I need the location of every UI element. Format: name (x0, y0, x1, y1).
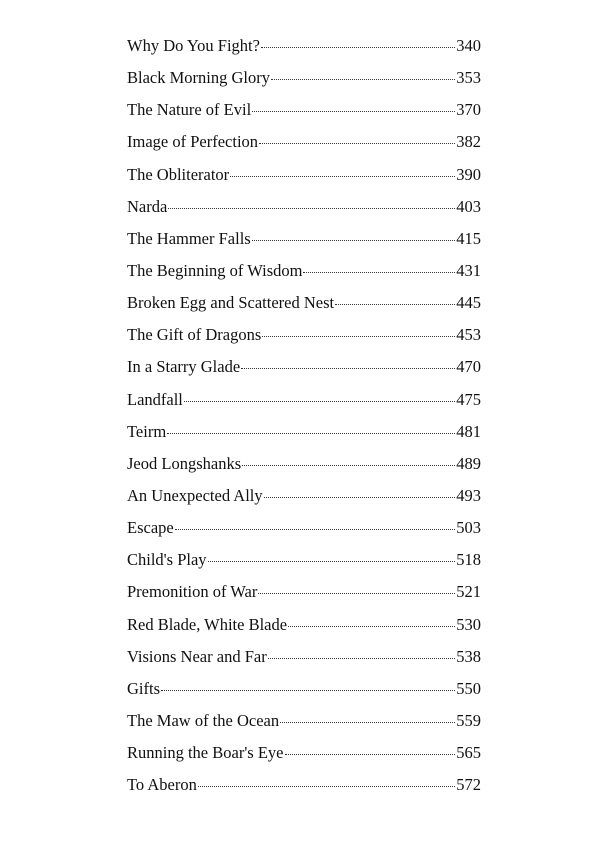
page-number: 489 (456, 453, 481, 473)
chapter-title: To Aberon (127, 775, 197, 795)
chapter-title: Landfall (127, 389, 183, 409)
chapter-title: Narda (127, 196, 168, 216)
page-number: 565 (456, 743, 481, 763)
dot-leader (198, 786, 455, 787)
chapter-title: Red Blade, White Blade (127, 614, 288, 634)
toc-entry[interactable] (127, 384, 481, 416)
page-number: 382 (456, 132, 481, 152)
toc-entry[interactable] (127, 351, 481, 383)
dot-leader (175, 529, 456, 530)
chapter-title: Escape (127, 518, 174, 538)
table-of-contents (127, 30, 481, 801)
chapter-title: The Nature of Evil (127, 100, 252, 120)
toc-entry[interactable] (127, 94, 481, 126)
dot-leader (259, 143, 455, 144)
toc-entry[interactable] (127, 576, 481, 608)
chapter-title: The Maw of the Ocean (127, 710, 280, 730)
page-number: 493 (456, 485, 481, 505)
dot-leader (184, 401, 455, 402)
toc-entry[interactable] (127, 737, 481, 769)
page-number: 550 (456, 678, 481, 698)
page-number: 453 (456, 325, 481, 345)
toc-entry[interactable] (127, 609, 481, 641)
chapter-title: Jeod Longshanks (127, 453, 242, 473)
toc-entry[interactable] (127, 641, 481, 673)
toc-entry[interactable] (127, 769, 481, 801)
page-number: 518 (456, 550, 481, 570)
page-number: 538 (456, 646, 481, 666)
chapter-title: Broken Egg and Scattered Nest (127, 293, 335, 313)
dot-leader (285, 754, 456, 755)
page-number: 370 (456, 100, 481, 120)
page-number: 572 (456, 775, 481, 795)
page-number: 340 (456, 36, 481, 55)
toc-entry[interactable] (127, 705, 481, 737)
dot-leader (261, 47, 455, 48)
dot-leader (208, 561, 456, 562)
chapter-title: Image of Perfection (127, 132, 259, 152)
toc-entry[interactable] (127, 62, 481, 94)
page-number: 481 (456, 421, 481, 441)
page-number: 503 (456, 518, 481, 538)
chapter-title: Black Morning Glory (127, 68, 270, 88)
page-number: 559 (456, 710, 481, 730)
page-number: 475 (456, 389, 481, 409)
toc-entry[interactable] (127, 512, 481, 544)
page-number: 521 (456, 582, 481, 602)
chapter-title: The Hammer Falls (127, 228, 251, 248)
chapter-title: Visions Near and Far (127, 646, 267, 666)
chapter-title: Running the Boar's Eye (127, 743, 284, 763)
dot-leader (288, 626, 455, 627)
toc-entry[interactable] (127, 191, 481, 223)
page-number: 353 (456, 68, 481, 88)
toc-entry[interactable] (127, 159, 481, 191)
toc-entry[interactable] (127, 223, 481, 255)
dot-leader (335, 304, 455, 305)
dot-leader (252, 111, 455, 112)
chapter-title: In a Starry Glade (127, 357, 241, 377)
toc-entry[interactable] (127, 30, 481, 62)
page-number: 403 (456, 196, 481, 216)
chapter-title: Why Do You Fight? (127, 36, 260, 55)
toc-entry[interactable] (127, 319, 481, 351)
chapter-title: Gifts (127, 678, 160, 698)
dot-leader (262, 336, 455, 337)
toc-entry[interactable] (127, 544, 481, 576)
dot-leader (241, 368, 455, 369)
dot-leader (230, 176, 455, 177)
dot-leader (168, 208, 455, 209)
toc-entry[interactable] (127, 448, 481, 480)
page-number: 445 (456, 293, 481, 313)
toc-entry[interactable] (127, 126, 481, 158)
toc-entry[interactable] (127, 480, 481, 512)
dot-leader (303, 272, 455, 273)
dot-leader (280, 722, 455, 723)
dot-leader (264, 497, 456, 498)
toc-entry[interactable] (127, 255, 481, 287)
dot-leader (268, 658, 456, 659)
page-number: 431 (456, 260, 481, 280)
page-number: 470 (456, 357, 481, 377)
toc-entry[interactable] (127, 287, 481, 319)
toc-entry[interactable] (127, 673, 481, 705)
dot-leader (167, 433, 455, 434)
dot-leader (242, 465, 455, 466)
chapter-title: The Beginning of Wisdom (127, 260, 303, 280)
chapter-title: The Gift of Dragons (127, 325, 262, 345)
dot-leader (252, 240, 456, 241)
chapter-title: An Unexpected Ally (127, 485, 263, 505)
page-number: 390 (456, 164, 481, 184)
chapter-title: The Obliterator (127, 164, 230, 184)
page-number: 415 (456, 228, 481, 248)
page-number: 530 (456, 614, 481, 634)
dot-leader (258, 593, 455, 594)
toc-entry[interactable] (127, 416, 481, 448)
chapter-title: Premonition of War (127, 582, 258, 602)
dot-leader (271, 79, 455, 80)
dot-leader (161, 690, 455, 691)
chapter-title: Child's Play (127, 550, 207, 570)
chapter-title: Teirm (127, 421, 167, 441)
